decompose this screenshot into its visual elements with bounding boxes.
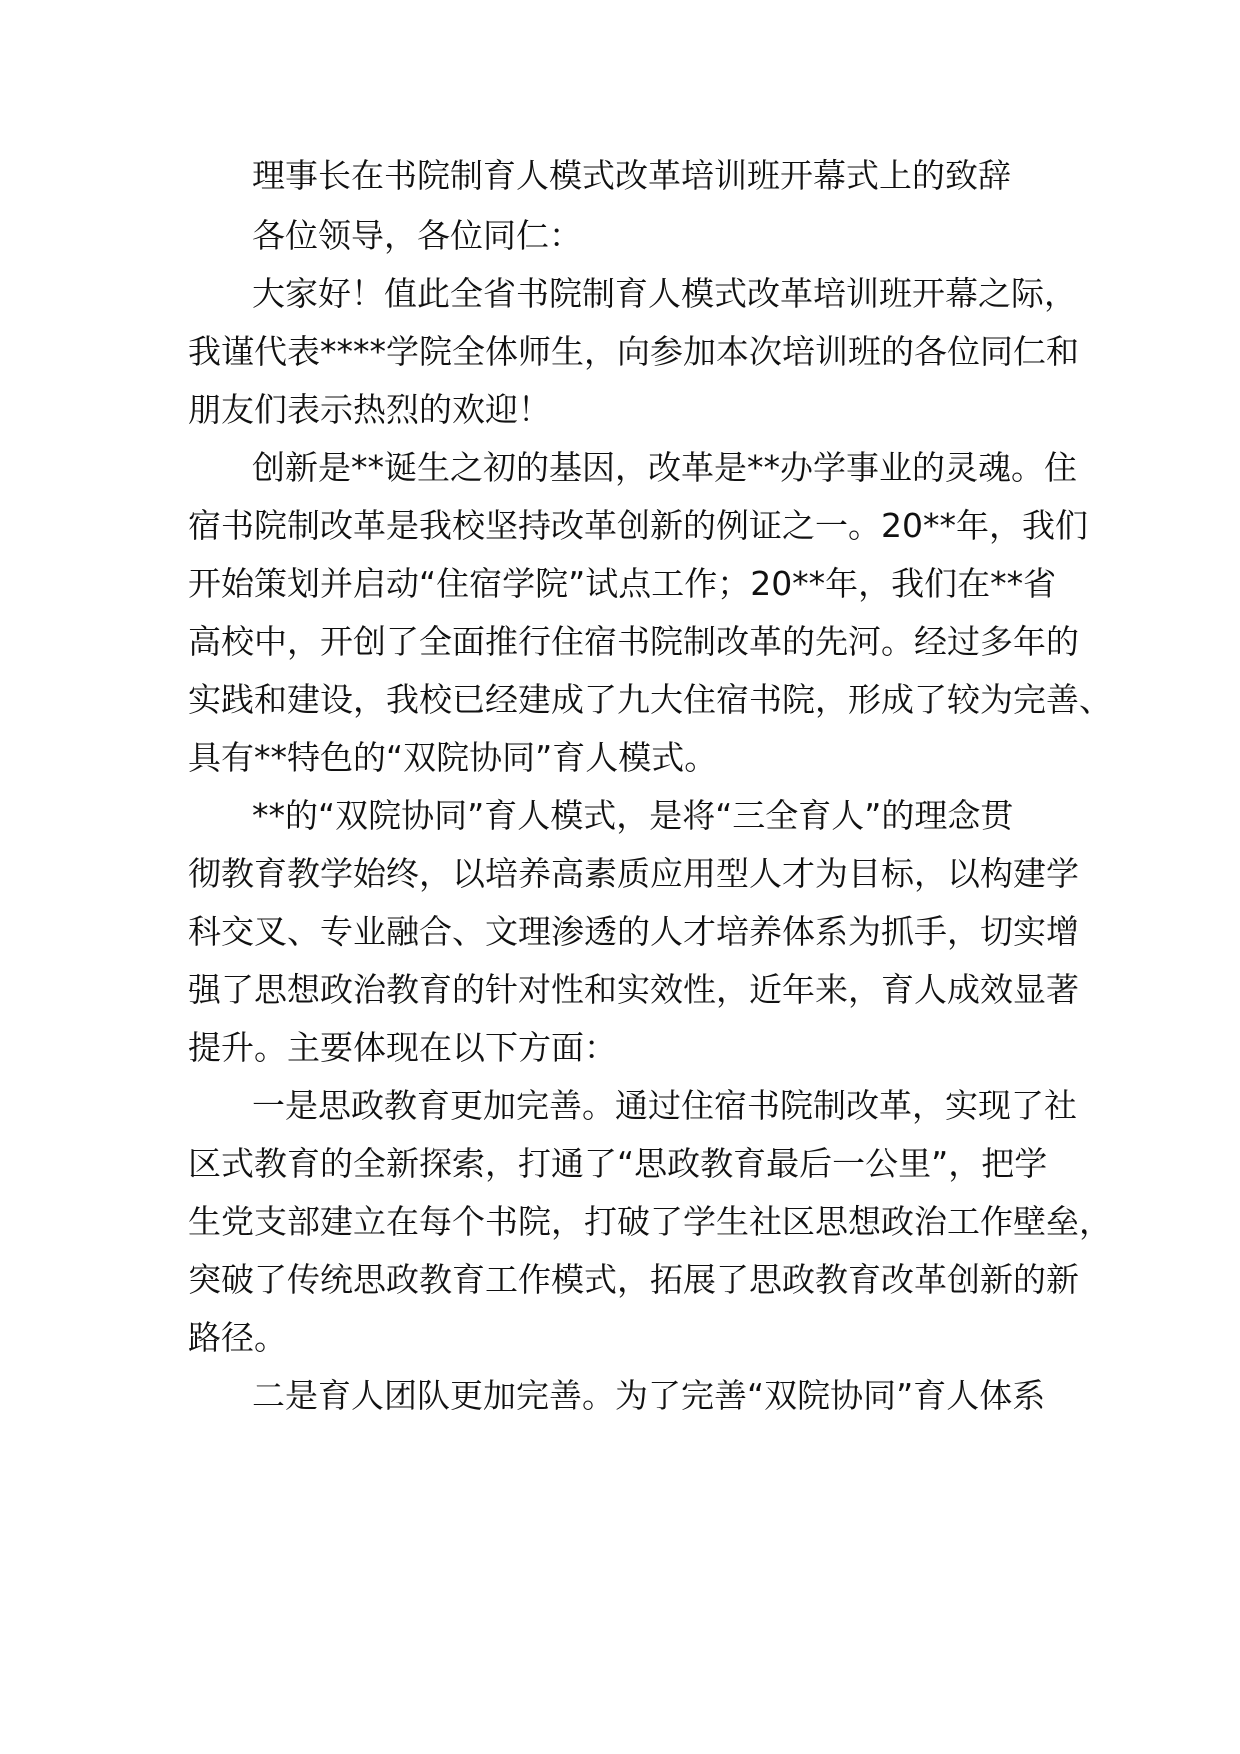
text-line: 彻教育教学始终，以培养高素质应用型人才为目标，以构建学 [188,854,1079,893]
text-line: 突破了传统思政教育工作模式，拓展了思政教育改革创新的新 [188,1260,1079,1299]
document-title: 理事长在书院制育人模式改革培训班开幕式上的致辞 [252,156,1011,195]
text-line: 创新是**诞生之初的基因，改革是**办学事业的灵魂。住 [252,448,1077,487]
text-line: 一是思政教育更加完善。通过住宿书院制改革，实现了社 [252,1086,1077,1125]
text-line: 宿书院制改革是我校坚持改革创新的例证之一。20**年，我们 [188,506,1088,545]
text-line: 高校中，开创了全面推行住宿书院制改革的先河。经过多年的 [188,622,1079,661]
text-line: 大家好！值此全省书院制育人模式改革培训班开幕之际， [252,274,1077,313]
text-line: 强了思想政治教育的针对性和实效性，近年来，育人成效显著 [188,970,1079,1009]
text-line: 提升。主要体现在以下方面： [188,1028,617,1067]
text-line: 区式教育的全新探索，打通了“思政教育最后一公里”，把学 [188,1144,1048,1183]
text-line: 朋友们表示热烈的欢迎！ [188,390,551,429]
text-line: 科交叉、专业融合、文理渗透的人才培养体系为抓手，切实增 [188,912,1079,951]
text-line: 路径。 [188,1318,287,1357]
text-line: 实践和建设，我校已经建成了九大住宿书院，形成了较为完善、 [188,680,1112,719]
salutation: 各位领导，各位同仁： [252,216,582,255]
text-line: 生党支部建立在每个书院，打破了学生社区思想政治工作壁垒， [188,1202,1112,1241]
text-line: 开始策划并启动“住宿学院”试点工作；20**年，我们在**省 [188,564,1057,603]
text-line: 我谨代表****学院全体师生，向参加本次培训班的各位同仁和 [188,332,1079,371]
text-line: **的“双院协同”育人模式，是将“三全育人”的理念贯 [252,796,1014,835]
text-line: 具有**特色的“双院协同”育人模式。 [188,738,718,777]
text-line: 二是育人团队更加完善。为了完善“双院协同”育人体系 [252,1376,1046,1415]
